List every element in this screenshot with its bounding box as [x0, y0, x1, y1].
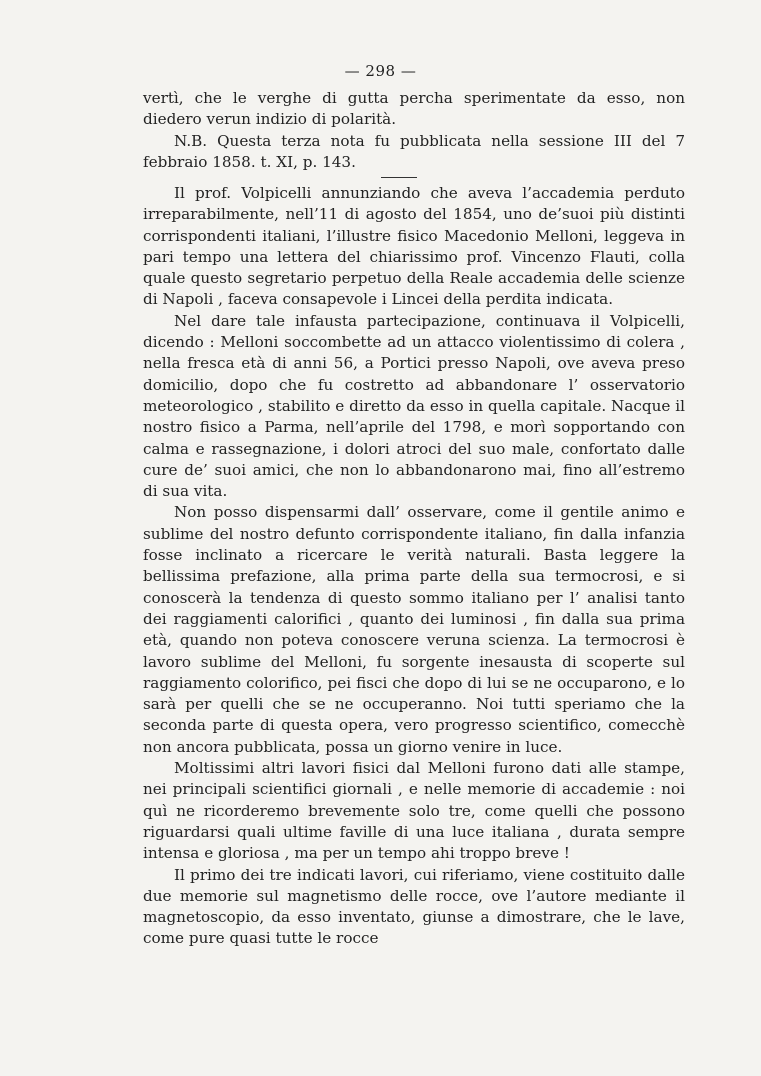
page-number: — 298 —	[344, 62, 417, 80]
paragraph: Nel dare tale infausta partecipazione, continuava il Volpicelli, dicendo : Melloni soccombette ad un attacco violentissimo di colera , nella fresca età di anni 56, a Portici presso Napoli, ove aveva preso domicilio, dopo che fu costretto ad abbandonare l’ osservatorio meteorologico , stabilito e diretto da esso in quella capitale. Nacque il nostro fisico a Parma, nell’aprile del 1798, e morì sopportando con calma e rassegnazione, i dolori atroci del suo male, confortato dalle cure de’ suoi amici, che non lo abbandonarono mai, fino all’estremo di sua vita.	[143, 311, 685, 501]
paragraph: vertì, che le verghe di gutta percha sperimentate da esso, non diedero verun indizio di polarità.	[143, 89, 685, 129]
footnote-paragraph: N.B. Questa terza nota fu pubblicata nella sessione III del 7 febbraio 1858. t. XI, p. 143.	[143, 131, 685, 171]
paragraph: Non posso dispensarmi dall’ osservare, come il gentile animo e sublime del nostro defunto corrispondente italiano, fin dalla infanzia fosse inclinato a ricercare le verità naturali. Basta leggere la bellissima prefazione, alla prima parte della sua termocrosi, e si conoscerà la tendenza di questo sommo italiano per l’ analisi tanto dei raggiamenti calorifici , quanto dei luminosi , fin dalla sua prima età, quando non poteva conoscere veruna scienza. La termocrosi è lavoro sublime del Melloni, fu sorgente inesausta di scoperte sul raggiamento colorifico, pei fisci che dopo di lui se ne occuparono, e lo sarà per quelli che se ne occuperanno. Noi tutti speriamo che la seconda parte di questa opera, vero progresso scientifico, comecchè non ancora pubblicata, possa un giorno venire in luce.	[143, 503, 685, 756]
paragraph: Il primo dei tre indicati lavori, cui riferiamo, viene costituito dalle due memorie sul magnetismo delle rocce, ove l’autore mediante il magnetoscopio, da esso inventato, giunse a dimostrare, che le lave, come pure quasi tutte le rocce	[143, 865, 685, 948]
paragraph: Moltissimi altri lavori fisici dal Melloni furono dati alle stampe, nei principali scientifici giornali , e nelle memorie di accademie : noi quì ne ricorderemo brevemente solo tre, come quelli che possono riguardarsi quali ultime faville di una luce italiana , durata sempre intensa e gloriosa , ma per un tempo ahi troppo breve !	[143, 759, 685, 863]
section-divider	[381, 177, 417, 178]
main-text	[143, 183, 685, 950]
paragraph: Il prof. Volpicelli annunziando che aveva l’accademia perduto irreparabilmente, nell’11 di agosto del 1854, uno de’suoi più distinti corrispondenti italiani, l’illustre fisico Macedonio Melloni, leggeva in pari tempo una lettera del chiarissimo prof. Vincenzo Flauti, colla quale questo segretario perpetuo della Reale accademia delle scienze di Napoli , faceva consapevole i Lincei della perdita indicata.	[143, 184, 685, 309]
continuation-text	[143, 88, 685, 173]
